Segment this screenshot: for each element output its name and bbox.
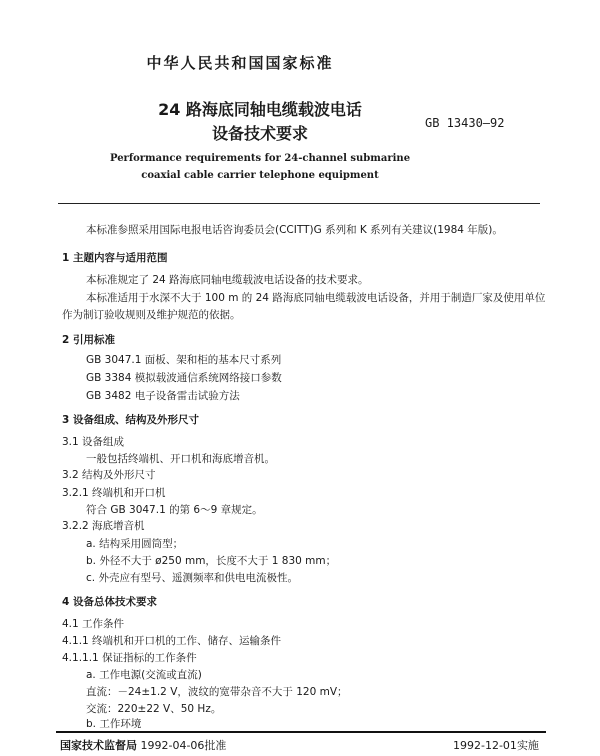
standard-number: GB 13430—92 bbox=[425, 116, 505, 130]
reference-item: GB 3384 模拟载波通信系统网络接口参数 bbox=[86, 372, 282, 384]
section-1-paragraph-1: 本标准规定了 24 路海底同轴电缆载波电话设备的技术要求。 bbox=[86, 274, 369, 286]
section-4-1-1-1-heading: 4.1.1.1 保证指标的工作条件 bbox=[62, 652, 197, 664]
list-item: b. 工作环境 bbox=[86, 718, 142, 730]
approval-organization: 国家技术监督局 bbox=[60, 739, 137, 752]
approval-line bbox=[60, 737, 226, 753]
reference-item: GB 3047.1 面板、架和柜的基本尺寸系列 bbox=[86, 354, 282, 366]
implementation-date: 1992-12-01 bbox=[453, 739, 517, 752]
section-1-heading: 1 主题内容与适用范围 bbox=[62, 252, 168, 264]
intro-paragraph: 本标准参照采用国际电报电话咨询委员会(CCITT)G 系列和 K 系列有关建议(1984 年版)。 bbox=[86, 224, 503, 236]
section-3-1-text: 一般包括终端机、开口机和海底增音机。 bbox=[86, 453, 275, 465]
section-4-heading: 4 设备总体技术要求 bbox=[62, 596, 157, 608]
footer-divider bbox=[56, 731, 546, 733]
section-3-1-heading: 3.1 设备组成 bbox=[62, 436, 125, 448]
standard-category-title: 中华人民共和国国家标准 bbox=[146, 54, 334, 72]
ac-power-spec: 交流：220±22 V、50 Hz。 bbox=[86, 703, 222, 715]
list-item: b. 外径不大于 ø250 mm，长度不大于 1 830 mm； bbox=[86, 555, 337, 567]
header-divider bbox=[58, 203, 540, 204]
approval-date: 1992-04-06 bbox=[140, 739, 205, 752]
section-3-2-1-heading: 3.2.1 终端机和开口机 bbox=[62, 487, 166, 499]
list-item: a. 工作电源(交流或直流) bbox=[86, 669, 202, 681]
section-3-heading: 3 设备组成、结构及外形尺寸 bbox=[62, 414, 199, 426]
section-3-2-heading: 3.2 结构及外形尺寸 bbox=[62, 469, 156, 481]
dc-power-spec: 直流：－24±1.2 V，波纹的宽带杂音不大于 120 mV； bbox=[86, 686, 348, 698]
section-4-1-1-heading: 4.1.1 终端机和开口机的工作、储存、运输条件 bbox=[62, 635, 282, 647]
section-3-2-1-text: 符合 GB 3047.1 的第 6～9 章规定。 bbox=[86, 504, 263, 516]
reference-item: GB 3482 电子设备雷击试验方法 bbox=[86, 390, 240, 402]
document-title-line1: 24 路海底同轴电缆载波电话 bbox=[158, 100, 362, 119]
approval-label: 批准 bbox=[204, 739, 227, 752]
list-item: a. 结构采用圆筒型； bbox=[86, 538, 184, 550]
english-title-line2: coaxial cable carrier telephone equipment bbox=[141, 170, 379, 181]
section-2-heading: 2 引用标准 bbox=[62, 334, 115, 346]
implementation-line bbox=[453, 737, 539, 753]
document-title-line2: 设备技术要求 bbox=[211, 124, 308, 143]
section-3-2-2-heading: 3.2.2 海底增音机 bbox=[62, 520, 145, 532]
list-item: c. 外壳应有型号、遥测频率和供电电流极性。 bbox=[86, 572, 298, 584]
english-title-line1: Performance requirements for 24-channel submarine bbox=[109, 153, 411, 164]
section-4-1-heading: 4.1 工作条件 bbox=[62, 618, 125, 630]
implementation-label: 实施 bbox=[516, 739, 539, 752]
section-1-paragraph-2: 本标准适用于水深不大于 100 m 的 24 路海底同轴电缆载波电话设备，并用于制造厂家及使用单位 bbox=[86, 292, 546, 304]
section-1-paragraph-2-cont: 作为制订验收规则及维护规范的依据。 bbox=[62, 309, 241, 321]
